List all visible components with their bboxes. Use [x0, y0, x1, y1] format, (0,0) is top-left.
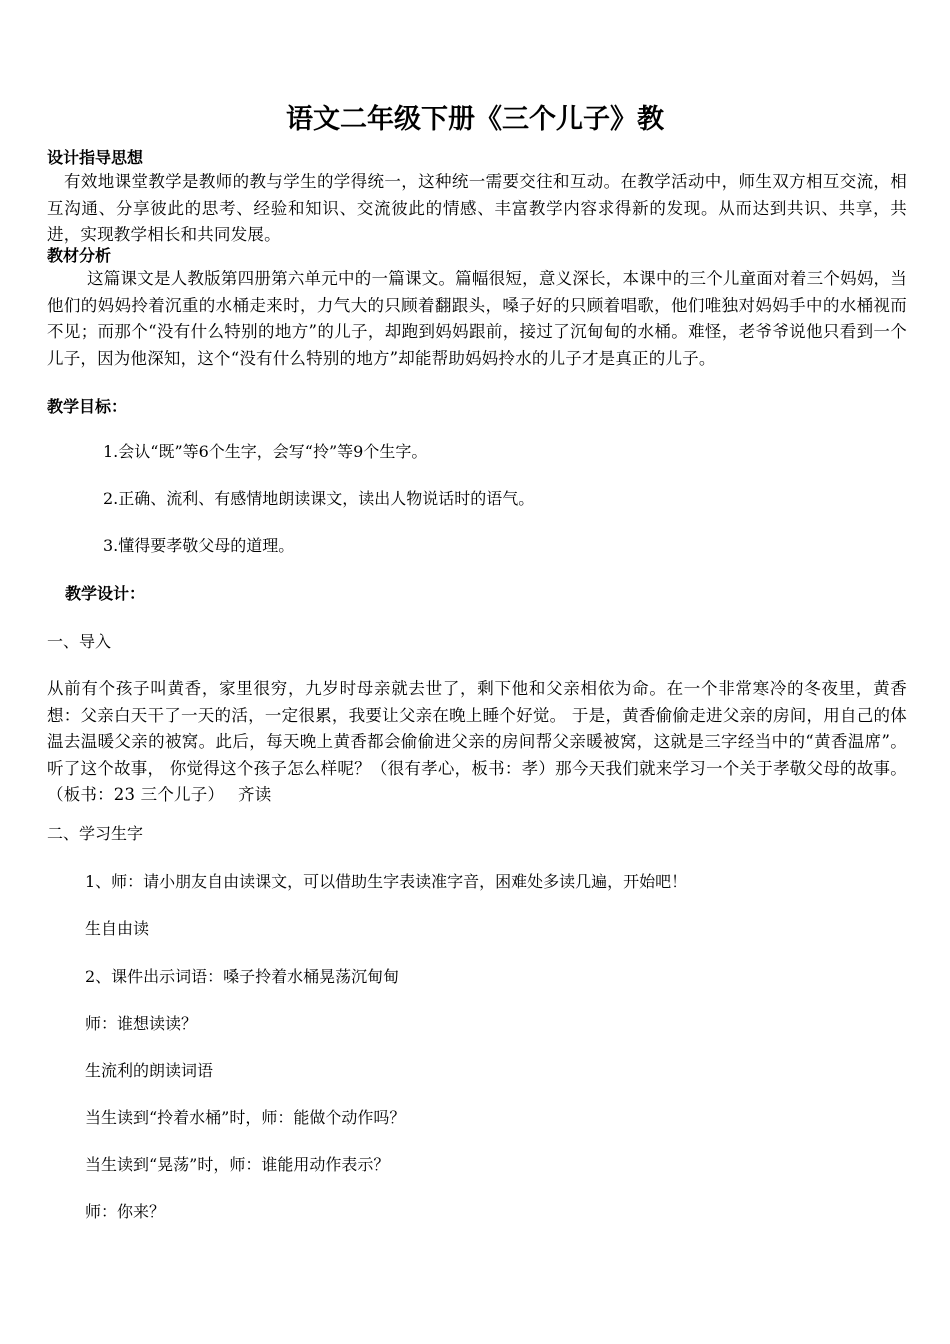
section-heading-teaching-goals: 教学目标：	[47, 397, 128, 416]
design-thinking-paragraph: 有效地课堂教学是教师的教与学生的学得统一，这种统一需要交往和互动。在教学活动中，师生双方相互交流，相互沟通、分享彼此的思考、经验和知识、交流彼此的情感、丰富教学内容求得新的发现。从而达到共识、共享，共进，实现教学相长和共同发展。	[47, 172, 907, 244]
lesson-line: 2、课件出示词语：嗓子拎着水桶晃荡沉甸甸	[85, 967, 400, 986]
goal-item: 3.懂得要孝敬父母的道理。	[103, 536, 295, 555]
lesson-line: 当生读到“拎着水桶”时，师：能做个动作吗？	[85, 1108, 406, 1127]
lesson-line: 生流利的朗读词语	[85, 1061, 214, 1080]
section-heading-teaching-design: 教学设计：	[65, 584, 146, 603]
part-heading-new-characters: 二、学习生字	[47, 824, 144, 843]
section-heading-design-thinking: 设计指导思想	[47, 148, 144, 167]
lesson-line: 生自由读	[85, 919, 150, 938]
section-heading-textbook-analysis: 教材分析	[47, 246, 112, 265]
lesson-line: 1、师：请小朋友自由读课文，可以借助生字表读准字音，困难处多读几遍，开始吧！	[85, 872, 688, 891]
lesson-line: 师：你来？	[85, 1202, 166, 1221]
lesson-line: 当生读到“晃荡”时，师：谁能用动作表示？	[85, 1155, 390, 1174]
lesson-line: 师：谁想读读？	[85, 1014, 198, 1033]
intro-paragraph: 从前有个孩子叫黄香，家里很穷，九岁时母亲就去世了，剩下他和父亲相依为命。在一个非常寒冷的冬夜里，黄香想：父亲白天干了一天的活，一定很累，我要让父亲在晚上睡个好觉。 于是，黄香偷偷走进父亲的房间，用自己的体温去温暖父亲的被窝。此后，每天晚上黄香都会偷偷进父亲的房间帮父亲暖被窝，这就是三字经当中的“黄香温席”。听了这个故事， 你觉得这个孩子怎么样呢？（很有孝心，板书：孝）那今天我们就来学习一个关于孝敬父母的故事。（板书：23 三个儿子） 齐读	[47, 679, 907, 804]
goal-item: 2.正确、流利、有感情地朗读课文，读出人物说话时的语气。	[103, 489, 535, 508]
goal-item: 1.会认“既”等6个生字，会写“拎”等9个生字。	[103, 442, 428, 461]
textbook-analysis-paragraph: 这篇课文是人教版第四册第六单元中的一篇课文。篇幅很短，意义深长，本课中的三个儿童面对着三个妈妈，当他们的妈妈拎着沉重的水桶走来时，力气大的只顾着翻跟头，嗓子好的只顾着唱歌，他们唯独对妈妈手中的水桶视而不见；而那个“没有什么特别的地方”的儿子，却跑到妈妈跟前，接过了沉甸甸的水桶。难怪，老爷爷说他只看到一个儿子，因为他深知，这个“没有什么特别的地方”却能帮助妈妈拎水的儿子才是真正的儿子。	[47, 269, 907, 368]
part-heading-intro: 一、导入	[47, 632, 112, 651]
document-title: 语文二年级下册《三个儿子》教	[286, 104, 664, 135]
